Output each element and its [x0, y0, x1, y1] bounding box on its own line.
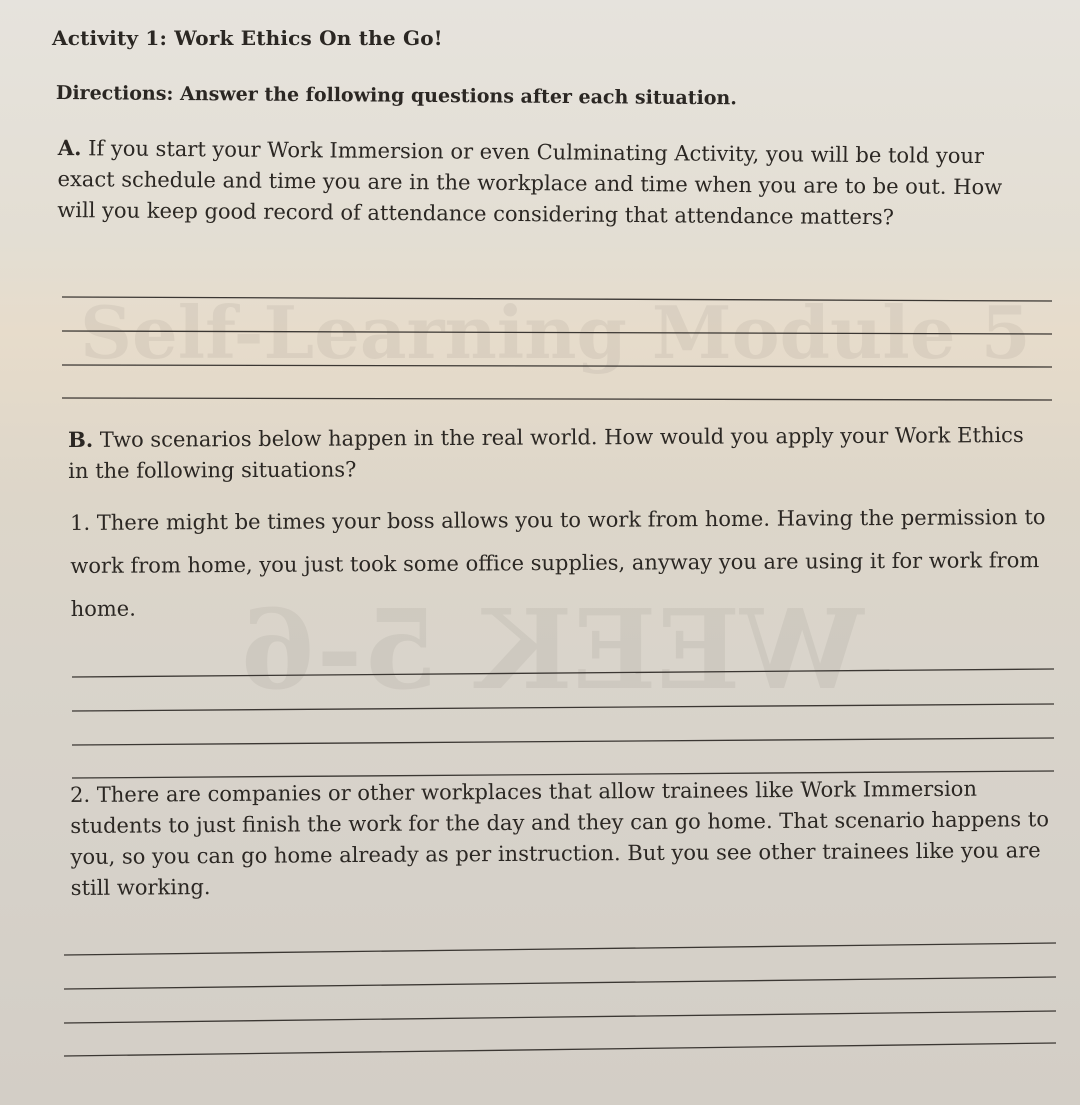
answer-line-s1-2[interactable]	[72, 704, 1054, 711]
answer-line-a-4[interactable]	[62, 398, 1052, 400]
answer-line-s2-4[interactable]	[64, 1043, 1056, 1056]
answer-line-a-3[interactable]	[62, 365, 1052, 367]
question-b-label: B.	[68, 426, 94, 452]
answer-line-s1-4[interactable]	[72, 771, 1054, 778]
answer-line-s1-3[interactable]	[72, 738, 1054, 745]
background-watermark-week: WEEK 5-6	[240, 585, 864, 714]
directions-text: Directions: Answer the following questions after each situation.	[55, 82, 737, 110]
question-b-text: Two scenarios below happen in the real world. How would you apply your Work Ethics in the following situations?	[68, 422, 1024, 483]
answer-line-a-1[interactable]	[62, 297, 1052, 301]
scenario-1-text: There might be times your boss allows you to work from home. Having the permission to work from home, you just took some office supplies, anyway you are using it for work from home.	[70, 505, 1046, 621]
scenario-1-label: 1.	[70, 510, 91, 535]
scenario-2-label: 2.	[70, 782, 91, 807]
answer-line-a-2[interactable]	[62, 331, 1052, 334]
question-a-text: If you start your Work Immersion or even Culminating Activity, you will be told your exact schedule and time you are in the workplace and time when you are to be out. How will you keep good record of attendance considering that attendance matters?	[57, 136, 1003, 230]
answer-line-s2-3[interactable]	[64, 1011, 1056, 1023]
question-a-label: A.	[57, 134, 82, 161]
answer-line-s1-1[interactable]	[72, 669, 1054, 677]
answer-line-s2-2[interactable]	[64, 977, 1056, 989]
scenario-2-text: There are companies or other workplaces that allow trainees like Work Immersion students to just finish the work for the day and they can go home. That scenario happens to you, so you can go home already as per instruction. But you see other trainees like you are still working.	[70, 776, 1050, 900]
activity-title: Activity 1: Work Ethics On the Go!	[52, 26, 443, 50]
answer-line-s2-1[interactable]	[64, 943, 1056, 955]
background-watermark-text: Self-Learning Module 5	[80, 290, 1031, 375]
